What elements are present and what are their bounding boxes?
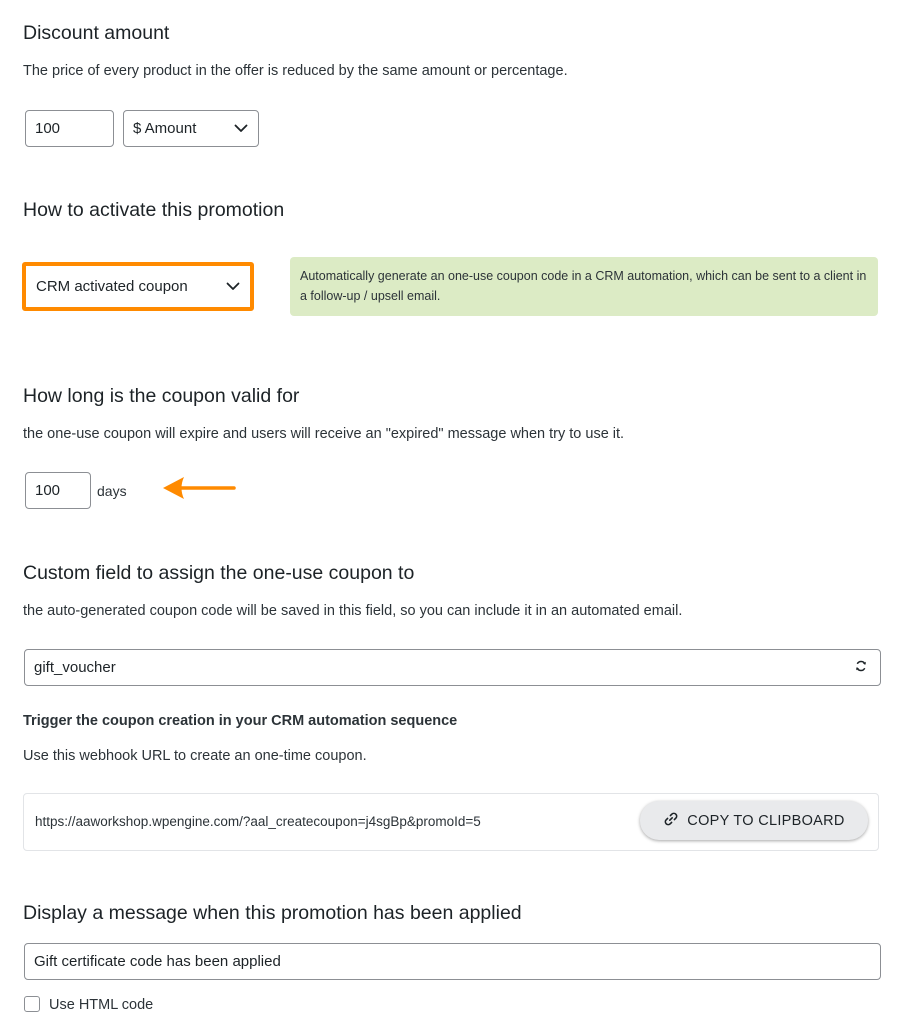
validity-heading: How long is the coupon valid for (23, 385, 300, 407)
validity-days-value: 100 (35, 482, 61, 499)
activation-info-box (290, 257, 878, 316)
message-value: Gift certificate code has been applied (34, 953, 281, 970)
html-code-checkbox-label[interactable]: Use HTML code (49, 997, 154, 1013)
discount-type-value: $ Amount (133, 120, 197, 137)
validity-days-input[interactable] (25, 472, 91, 509)
link-icon (663, 811, 687, 831)
webhook-url[interactable]: https://aaworkshop.wpengine.com/?aal_createcoupon=j4sgBp&promoId=5 (35, 814, 481, 829)
activation-heading: How to activate this promotion (23, 199, 285, 221)
trigger-heading: Trigger the coupon creation in your CRM automation sequence (23, 713, 458, 729)
activation-method-select[interactable] (26, 266, 250, 307)
custom-field-heading: Custom field to assign the one-use coupon to (23, 562, 415, 584)
activation-method-value: CRM activated coupon (36, 278, 188, 295)
refresh-icon[interactable] (855, 659, 867, 676)
discount-heading: Discount amount (23, 22, 170, 44)
message-heading: Display a message when this promotion has been applied (23, 902, 522, 924)
discount-type-select[interactable] (123, 110, 259, 147)
trigger-description: Use this webhook URL to create an one-time coupon. (23, 748, 367, 764)
discount-description: The price of every product in the offer is reduced by the same amount or percentage. (23, 63, 568, 79)
chevron-down-icon (226, 282, 240, 291)
copy-button-label: COPY TO CLIPBOARD (687, 812, 845, 829)
validity-description: the one-use coupon will expire and users will receive an "expired" message when try to use it. (23, 426, 625, 442)
html-code-checkbox[interactable] (24, 996, 40, 1012)
activation-info-text: Automatically generate an one-use coupon code in a CRM automation, which can be sent to a client in a follow-up / upsell email. (300, 269, 867, 303)
discount-amount-input[interactable] (25, 110, 114, 147)
message-input[interactable] (24, 943, 881, 980)
copy-to-clipboard-button[interactable] (640, 801, 868, 840)
activation-method-highlight (22, 262, 254, 311)
arrow-left-icon (160, 474, 238, 507)
custom-field-value: gift_voucher (34, 659, 116, 676)
validity-days-unit: days (97, 483, 127, 499)
chevron-down-icon (234, 124, 248, 133)
custom-field-select[interactable] (24, 649, 881, 686)
discount-amount-value: 100 (35, 120, 61, 137)
custom-field-description: the auto-generated coupon code will be saved in this field, so you can include it in an automated email. (23, 603, 683, 619)
